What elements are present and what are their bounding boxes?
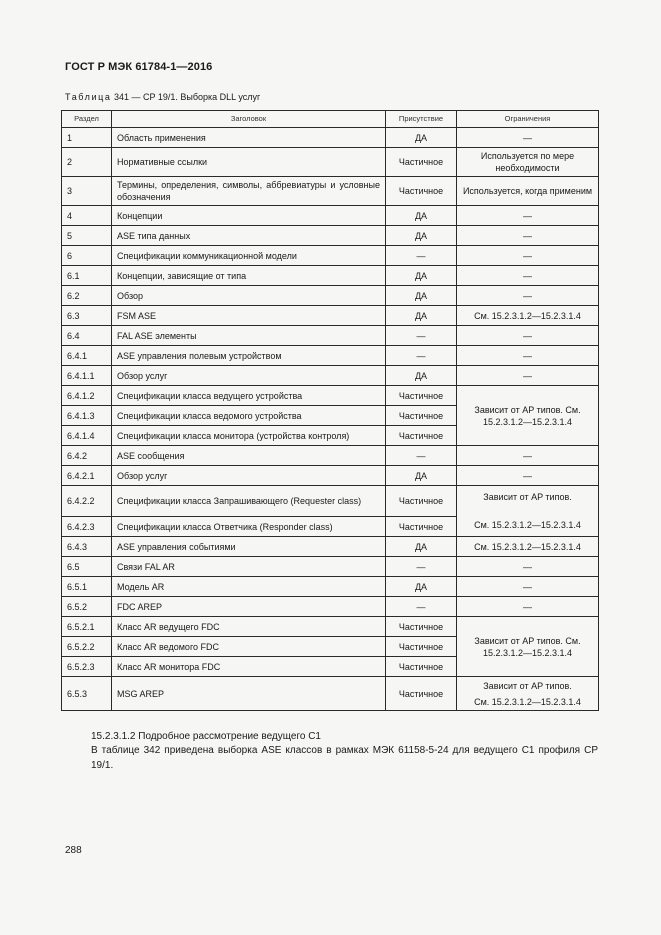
cell-limitations: Используется, когда применим: [457, 177, 599, 206]
cell-presence: ДА: [386, 226, 457, 246]
cell-section: 6.5: [62, 557, 112, 577]
cell-title: Обзор услуг: [112, 466, 386, 486]
cell-presence: Частичное: [386, 677, 457, 711]
cell-presence: Частичное: [386, 657, 457, 677]
cell-section: 6.4.2.1: [62, 466, 112, 486]
cell-section: 6.5.2.1: [62, 617, 112, 637]
cell-section: 6.4: [62, 326, 112, 346]
cell-title: ASE управления полевым устройством: [112, 346, 386, 366]
column-header-section: Раздел: [62, 111, 112, 128]
cell-limitations: —: [457, 226, 599, 246]
cell-presence: ДА: [386, 577, 457, 597]
table-row: [62, 386, 599, 406]
page-number: 288: [65, 845, 82, 856]
cell-limitations: [457, 677, 599, 711]
body-paragraph: В таблице 342 приведена выборка ASE классов в рамках МЭК 61158-5-24 для ведущего C1 профиля CP 19/1.: [91, 745, 598, 771]
cell-limitations: См. 15.2.3.1.2—15.2.3.1.4: [457, 306, 599, 326]
cell-section: 6.3: [62, 306, 112, 326]
table-row: [62, 266, 599, 286]
cell-title: Спецификации класса монитора (устройства контроля): [112, 426, 386, 446]
cell-section: 6.5.2.2: [62, 637, 112, 657]
cell-presence: Частичное: [386, 386, 457, 406]
cell-presence: ДА: [386, 286, 457, 306]
cell-title: FAL ASE элементы: [112, 326, 386, 346]
cell-presence: Частичное: [386, 148, 457, 177]
column-header-presence: Присутствие: [386, 111, 457, 128]
cell-title: Концепции: [112, 206, 386, 226]
cell-limitations: Используется по мере необходимости: [457, 148, 599, 177]
cell-section: 5: [62, 226, 112, 246]
cell-presence: —: [386, 346, 457, 366]
cell-section: 6.4.2: [62, 446, 112, 466]
cell-presence: ДА: [386, 206, 457, 226]
cell-limitations: —: [457, 597, 599, 617]
cell-title: Спецификации коммуникационной модели: [112, 246, 386, 266]
cell-presence: ДА: [386, 128, 457, 148]
table-row: [62, 557, 599, 577]
limitation-line: Зависит от AP типов.: [483, 680, 572, 691]
cell-limitations: —: [457, 266, 599, 286]
cell-section: 6.1: [62, 266, 112, 286]
column-header-limitations: Ограничения: [457, 111, 599, 128]
cell-title: Класс AR ведущего FDC: [112, 617, 386, 637]
table-row: [62, 226, 599, 246]
cell-title: Обзор услуг: [112, 366, 386, 386]
cell-title: Обзор: [112, 286, 386, 306]
table-row: [62, 486, 599, 517]
cell-presence: Частичное: [386, 177, 457, 206]
cell-title: ASE типа данных: [112, 226, 386, 246]
cell-title: ASE управления событиями: [112, 537, 386, 557]
cell-presence: —: [386, 246, 457, 266]
table-row: [62, 466, 599, 486]
cell-section: 6.4.3: [62, 537, 112, 557]
cell-section: 6.5.2.3: [62, 657, 112, 677]
cell-presence: ДА: [386, 466, 457, 486]
table-row: [62, 306, 599, 326]
cell-limitations: См. 15.2.3.1.2—15.2.3.1.4: [457, 537, 599, 557]
cell-section: 6.5.3: [62, 677, 112, 711]
cell-presence: Частичное: [386, 617, 457, 637]
cell-title: Связи FAL AR: [112, 557, 386, 577]
table-caption-text: 341 — CP 19/1. Выборка DLL услуг: [114, 92, 261, 102]
cell-section: 6.4.2.2: [62, 486, 112, 517]
cell-presence: ДА: [386, 366, 457, 386]
cell-section: 3: [62, 177, 112, 206]
table-row: [62, 677, 599, 711]
cell-title: Нормативные ссылки: [112, 148, 386, 177]
limitation-line: См. 15.2.3.1.2—15.2.3.1.4: [474, 520, 581, 530]
cell-presence: Частичное: [386, 517, 457, 537]
cell-section: 4: [62, 206, 112, 226]
cell-presence: —: [386, 326, 457, 346]
cell-section: 6.4.1: [62, 346, 112, 366]
cell-title: Спецификации класса ведомого устройства: [112, 406, 386, 426]
table-row: [62, 577, 599, 597]
table-row: [62, 617, 599, 637]
cell-title: FDC AREP: [112, 597, 386, 617]
table-row: [62, 177, 599, 206]
table-row: [62, 148, 599, 177]
cell-presence: Частичное: [386, 637, 457, 657]
table-caption-word: Таблица: [65, 92, 112, 102]
cell-title: Концепции, зависящие от типа: [112, 266, 386, 286]
cell-presence: ДА: [386, 266, 457, 286]
cell-limitations: —: [457, 366, 599, 386]
limitation-line: Зависит от AP типов.: [483, 492, 572, 502]
cell-presence: ДА: [386, 306, 457, 326]
cell-section: 1: [62, 128, 112, 148]
cell-title: Спецификации класса ведущего устройства: [112, 386, 386, 406]
cell-section: 6.4.2.3: [62, 517, 112, 537]
cell-presence: —: [386, 597, 457, 617]
cell-limitations-merged: Зависит от AP типов. См. 15.2.3.1.2—15.2.3.1.4: [457, 386, 599, 446]
cell-presence: Частичное: [386, 486, 457, 517]
table-row: [62, 537, 599, 557]
cell-title: Спецификации класса Запрашивающего (Requester class): [112, 486, 386, 517]
cell-limitations: —: [457, 346, 599, 366]
cell-presence: —: [386, 446, 457, 466]
cell-presence: —: [386, 557, 457, 577]
cell-limitations: —: [457, 466, 599, 486]
cell-title: Термины, определения, символы, аббревиатуры и условные обозначения: [112, 177, 386, 206]
cell-title: Модель AR: [112, 577, 386, 597]
cell-section: 6.4.1.2: [62, 386, 112, 406]
cell-limitations: —: [457, 246, 599, 266]
table-row: [62, 446, 599, 466]
cell-limitations: —: [457, 206, 599, 226]
table-row: [62, 597, 599, 617]
cell-limitations: —: [457, 326, 599, 346]
table-header-row: [62, 111, 599, 128]
table-caption: [65, 92, 260, 102]
cell-section: 2: [62, 148, 112, 177]
cell-limitations: —: [457, 286, 599, 306]
limitation-line: См. 15.2.3.1.2—15.2.3.1.4: [474, 696, 581, 707]
table-row: [62, 326, 599, 346]
cell-limitations: —: [457, 557, 599, 577]
cell-title: Класс AR монитора FDC: [112, 657, 386, 677]
cell-section: 6: [62, 246, 112, 266]
subsection-heading: 15.2.3.1.2 Подробное рассмотрение ведущего C1: [91, 731, 321, 742]
cell-section: 6.5.2: [62, 597, 112, 617]
cell-title: FSM ASE: [112, 306, 386, 326]
cell-limitations: —: [457, 128, 599, 148]
table-row: [62, 128, 599, 148]
table-row: [62, 286, 599, 306]
cell-limitations: —: [457, 446, 599, 466]
column-header-title: Заголовок: [112, 111, 386, 128]
cell-presence: ДА: [386, 537, 457, 557]
cell-section: 6.5.1: [62, 577, 112, 597]
cell-limitations-merged: Зависит от AP типов. См. 15.2.3.1.2—15.2.3.1.4: [457, 617, 599, 677]
cell-title: Спецификации класса Ответчика (Responder class): [112, 517, 386, 537]
document-code: ГОСТ Р МЭК 61784-1—2016: [65, 61, 213, 73]
cell-limitations: —: [457, 577, 599, 597]
table-row: [62, 246, 599, 266]
cell-section: 6.4.1.4: [62, 426, 112, 446]
table-row: [62, 206, 599, 226]
cell-title: Класс AR ведомого FDC: [112, 637, 386, 657]
table-row: [62, 346, 599, 366]
cell-limitations-merged: [457, 486, 599, 537]
cell-presence: Частичное: [386, 426, 457, 446]
cell-title: ASE сообщения: [112, 446, 386, 466]
cell-section: 6.4.1.3: [62, 406, 112, 426]
table-row: [62, 366, 599, 386]
cell-title: MSG AREP: [112, 677, 386, 711]
cell-title: Область применения: [112, 128, 386, 148]
cell-section: 6.4.1.1: [62, 366, 112, 386]
cell-presence: Частичное: [386, 406, 457, 426]
cell-section: 6.2: [62, 286, 112, 306]
dll-services-table: [61, 110, 599, 711]
